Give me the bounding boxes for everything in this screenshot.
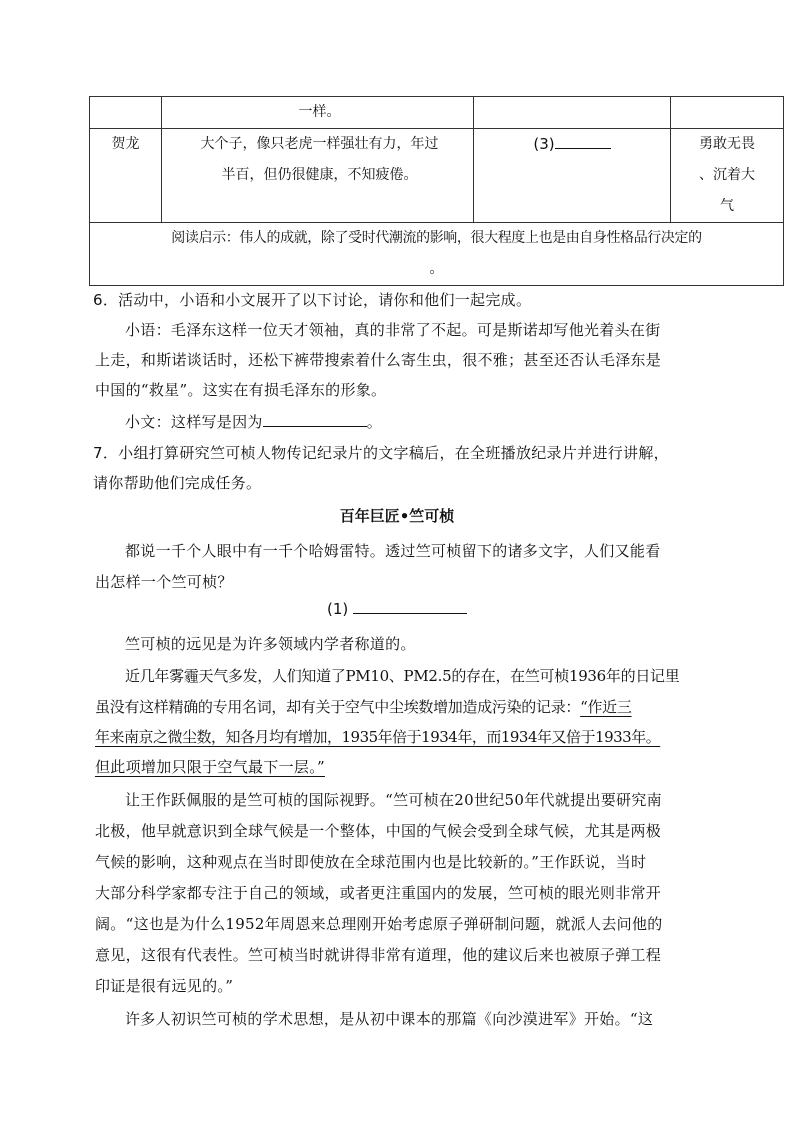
insight-line: 阅读启示：伟人的成就，除了受时代潮流的影响，很大程度上也是由自身性格品行决定的 bbox=[171, 230, 702, 246]
table-cell bbox=[671, 97, 784, 129]
question-7-stem: 请你帮助他们完成任务。 bbox=[93, 474, 262, 492]
article-title: 百年巨匠•竺可桢 bbox=[339, 507, 455, 525]
table-cell bbox=[474, 97, 671, 129]
paragraph-line: 意见，这很有代表性。竺可桢当时就讲得非常有道理，他的建议后来也被原子弹工程 bbox=[95, 946, 662, 964]
paragraph-line: 许多人初识竺可桢的学术思想，是从初中课本的那篇《向沙漠进军》开始。“这 bbox=[125, 1010, 654, 1028]
xiaowen-suffix: 。 bbox=[366, 413, 383, 431]
table-cell-name bbox=[90, 129, 162, 223]
table-cell-trait bbox=[671, 129, 784, 223]
question-7-stem: 7．小组打算研究竺可桢人物传记纪录片的文字稿后，在全班播放纪录片并进行讲解， bbox=[93, 444, 669, 462]
paragraph-text: 虽没有这样精确的专用名词，却有关于空气中尘埃数增加造成污染的记录： bbox=[95, 698, 581, 716]
answer-blank[interactable] bbox=[555, 134, 611, 149]
table-cell bbox=[90, 97, 162, 129]
paragraph-line: 都说一千个人眼中有一千个哈姆雷特。透过竺可桢留下的诸多文字，人们又能看 bbox=[125, 542, 661, 560]
table-cell-description bbox=[162, 129, 474, 223]
paragraph-line: 印证是很有远见的。” bbox=[95, 977, 234, 995]
paragraph-line: 近几年雾霾天气多发，人们知道了PM10、PM2.5的存在，在竺可桢1936年的日记里 bbox=[125, 667, 680, 685]
paragraph-line: 阔。“这也是为什么1952年周恩来总理刚开始考虑原子弹研制问题，就派人去问他的 bbox=[95, 915, 663, 933]
blank-label: (1) bbox=[326, 600, 349, 618]
answer-blank[interactable] bbox=[353, 599, 467, 614]
underlined-quote: 但此项增加只限于空气最下一层。” bbox=[95, 758, 325, 776]
xiaoyu-line: 小语：毛泽东这样一位天才领袖，真的非常了不起。可是斯诺却写他光着头在街 bbox=[125, 321, 661, 339]
person-name: 贺龙 bbox=[111, 136, 140, 152]
character-table bbox=[89, 96, 784, 286]
table-cell: 一样。 bbox=[162, 97, 474, 129]
paragraph-line: 让王作跃佩服的是竺可桢的国际视野。“竺可桢在20世纪50年代就提出要研究南 bbox=[125, 791, 662, 809]
xiaoyu-line: 中国的“救星”。这实在有损毛泽东的形象。 bbox=[95, 381, 387, 399]
answer-blank[interactable] bbox=[263, 412, 367, 427]
xiaowen-line bbox=[95, 406, 699, 439]
trait-line: 勇敢无畏 bbox=[699, 136, 755, 152]
description-line: 半百，但仍很健康，不知疲倦。 bbox=[221, 167, 418, 183]
question-6-stem: 6．活动中，小语和小文展开了以下讨论，请你和他们一起完成。 bbox=[93, 291, 532, 309]
blank-label: (3) bbox=[533, 135, 555, 153]
paragraph-line: 北极，他早就意识到全球气候是一个整体，中国的气候会受到全球气候，尤其是两极 bbox=[95, 822, 662, 840]
description-line: 大个子，像只老虎一样强壮有力，年过 bbox=[200, 136, 439, 152]
paragraph-line: 大部分科学家都专注于自己的领域，或者更注重国内的发展，竺可桢的眼光则非常开 bbox=[95, 884, 662, 902]
trait-line: 、沉着大 bbox=[699, 167, 755, 183]
xiaowen-prefix: 小文：这样写是因为 bbox=[125, 413, 263, 431]
blank-1-line bbox=[0, 599, 794, 618]
paragraph-line bbox=[95, 691, 699, 724]
underlined-quote: “作近三 bbox=[580, 698, 632, 716]
paragraph-line: 竺可桢的远见是为许多领域内学者称道的。 bbox=[125, 635, 416, 653]
paragraph-line: 气候的影响，这种观点在当时即使放在全球范围内也是比较新的。”王作跃说，当时 bbox=[95, 853, 647, 871]
reading-insight bbox=[90, 223, 784, 286]
trait-line: 气 bbox=[720, 198, 734, 214]
xiaoyu-line: 上走，和斯诺谈话时，还松下裤带搜索着什么寄生虫，很不雅；甚至还否认毛泽东是 bbox=[95, 351, 662, 369]
insight-line: 。 bbox=[429, 261, 444, 277]
table-cell-answer bbox=[474, 129, 671, 223]
paragraph-line: 出怎样一个竺可桢？ bbox=[95, 573, 233, 591]
underlined-quote: 年来南京之微尘数，知各月均有增加，1935年倍于1934年，而1934年又倍于1933年。 bbox=[95, 728, 661, 746]
